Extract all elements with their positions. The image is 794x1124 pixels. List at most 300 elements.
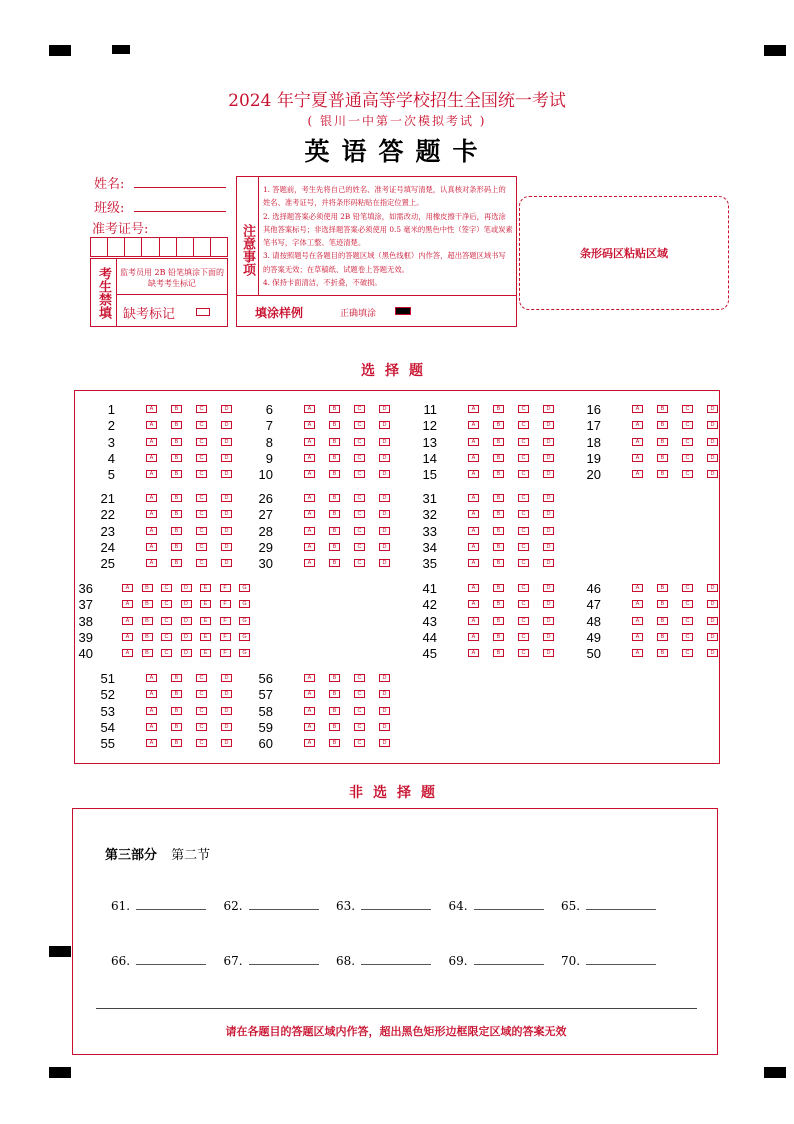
part-label: 第三部分 xyxy=(105,848,158,863)
answer-bubble-a[interactable]: A xyxy=(304,707,315,715)
answer-bubble-c[interactable]: C xyxy=(518,633,529,641)
answer-bubble-b[interactable]: B xyxy=(171,690,182,698)
answer-bubble-b[interactable]: B xyxy=(493,584,504,592)
answer-bubble-a[interactable]: A xyxy=(632,438,643,446)
answer-bubble-a[interactable]: A xyxy=(468,527,479,535)
answer-bubble-f[interactable]: F xyxy=(220,584,231,592)
answer-bubble-a[interactable]: A xyxy=(632,405,643,413)
answer-bubble-b[interactable]: B xyxy=(493,600,504,608)
answer-bubble-b[interactable]: B xyxy=(142,633,153,641)
class-field[interactable] xyxy=(134,211,226,212)
answer-bubble-a[interactable]: A xyxy=(146,494,157,502)
answer-bubble-a[interactable]: A xyxy=(122,584,133,592)
answer-bubble-a[interactable]: A xyxy=(468,649,479,657)
answer-bubble-c[interactable]: C xyxy=(354,438,365,446)
answer-bubble-d[interactable]: D xyxy=(543,600,554,608)
answer-bubble-b[interactable]: B xyxy=(329,739,340,747)
answer-bubble-b[interactable]: B xyxy=(171,543,182,551)
answer-bubble-c[interactable]: C xyxy=(196,470,207,478)
answer-bubble-c[interactable]: C xyxy=(196,543,207,551)
answer-bubble-b[interactable]: B xyxy=(329,543,340,551)
answer-bubble-b[interactable]: B xyxy=(329,723,340,731)
answer-bubble-d[interactable]: D xyxy=(379,723,390,731)
answer-bubble-a[interactable]: A xyxy=(304,470,315,478)
name-field[interactable] xyxy=(134,187,226,188)
answer-bubble-a[interactable]: A xyxy=(146,723,157,731)
answer-bubble-c[interactable]: C xyxy=(518,438,529,446)
fill-question-number: 67. xyxy=(223,954,243,968)
answer-bubble-d[interactable]: D xyxy=(221,707,232,715)
answer-bubble-c[interactable]: C xyxy=(161,633,172,641)
answer-bubble-c[interactable]: C xyxy=(196,690,207,698)
answer-bubble-b[interactable]: B xyxy=(171,470,182,478)
answer-bubble-c[interactable]: C xyxy=(682,405,693,413)
answer-bubble-a[interactable]: A xyxy=(304,454,315,462)
answer-bubble-b[interactable]: B xyxy=(493,470,504,478)
answer-blank[interactable] xyxy=(361,900,431,910)
answer-bubble-c[interactable]: C xyxy=(518,649,529,657)
answer-bubble-a[interactable]: A xyxy=(468,543,479,551)
answer-bubble-e[interactable]: E xyxy=(200,633,211,641)
answer-bubble-d[interactable]: D xyxy=(707,470,718,478)
answer-bubble-c[interactable]: C xyxy=(682,649,693,657)
notice-vertical-label: 注意事项 xyxy=(237,177,259,295)
answer-bubble-b[interactable]: B xyxy=(493,527,504,535)
section-label: 第二节 xyxy=(171,848,211,863)
answer-bubble-c[interactable]: C xyxy=(354,421,365,429)
answer-bubble-b[interactable]: B xyxy=(171,438,182,446)
fill-question-number: 69. xyxy=(448,954,468,968)
answer-bubble-c[interactable]: C xyxy=(354,739,365,747)
answer-bubble-b[interactable]: B xyxy=(493,510,504,518)
answer-bubble-b[interactable]: B xyxy=(657,600,668,608)
answer-bubble-b[interactable]: B xyxy=(142,600,153,608)
answer-bubble-d[interactable]: D xyxy=(221,690,232,698)
answer-bubble-d[interactable]: D xyxy=(707,617,718,625)
answer-bubble-b[interactable]: B xyxy=(493,559,504,567)
fill-question xyxy=(111,954,206,968)
answer-bubble-a[interactable]: A xyxy=(146,739,157,747)
answer-bubble-d[interactable]: D xyxy=(707,649,718,657)
fill-question-number: 70. xyxy=(561,954,581,968)
answer-bubble-f[interactable]: F xyxy=(220,617,231,625)
answer-bubble-c[interactable]: C xyxy=(196,723,207,731)
answer-bubble-a[interactable]: A xyxy=(632,617,643,625)
answer-bubble-b[interactable]: B xyxy=(493,617,504,625)
answer-bubble-a[interactable]: A xyxy=(122,600,133,608)
answer-bubble-d[interactable]: D xyxy=(379,470,390,478)
answer-bubble-c[interactable]: C xyxy=(354,543,365,551)
answer-blank[interactable] xyxy=(249,955,319,965)
question-number: 12 xyxy=(422,418,437,434)
answer-bubble-b[interactable]: B xyxy=(171,527,182,535)
answer-bubble-b[interactable]: B xyxy=(329,470,340,478)
answer-bubble-c[interactable]: C xyxy=(518,617,529,625)
answer-bubble-c[interactable]: C xyxy=(518,600,529,608)
answer-bubble-a[interactable]: A xyxy=(468,438,479,446)
answer-bubble-a[interactable]: A xyxy=(146,510,157,518)
answer-bubble-b[interactable]: B xyxy=(329,454,340,462)
absent-checkbox[interactable] xyxy=(196,308,210,316)
answer-bubble-c[interactable]: C xyxy=(354,454,365,462)
answer-bubble-a[interactable]: A xyxy=(122,633,133,641)
answer-bubble-c[interactable]: C xyxy=(518,421,529,429)
answer-bubble-d[interactable]: D xyxy=(707,438,718,446)
answer-bubble-c[interactable]: C xyxy=(196,674,207,682)
answer-bubble-b[interactable]: B xyxy=(657,438,668,446)
barcode-label: 条形码区粘贴区域 xyxy=(580,247,668,260)
answer-bubble-b[interactable]: B xyxy=(657,421,668,429)
mc-section-title: 选择题 xyxy=(361,363,433,379)
answer-bubble-a[interactable]: A xyxy=(146,470,157,478)
answer-bubble-d[interactable]: D xyxy=(543,454,554,462)
answer-bubble-b[interactable]: B xyxy=(657,405,668,413)
question-number: 45 xyxy=(422,646,437,662)
answer-bubble-a[interactable]: A xyxy=(304,510,315,518)
question-number: 47 xyxy=(586,597,601,613)
answer-bubble-b[interactable]: B xyxy=(142,617,153,625)
answer-bubble-a[interactable]: A xyxy=(468,470,479,478)
answer-bubble-a[interactable]: A xyxy=(304,543,315,551)
answer-bubble-d[interactable]: D xyxy=(379,454,390,462)
answer-bubble-b[interactable]: B xyxy=(171,739,182,747)
answer-bubble-c[interactable]: C xyxy=(682,438,693,446)
answer-bubble-b[interactable]: B xyxy=(171,510,182,518)
answer-bubble-b[interactable]: B xyxy=(171,454,182,462)
answer-bubble-d[interactable]: D xyxy=(543,633,554,641)
answer-bubble-f[interactable]: F xyxy=(220,600,231,608)
answer-blank[interactable] xyxy=(586,900,656,910)
answer-bubble-c[interactable]: C xyxy=(161,649,172,657)
answer-bubble-d[interactable]: D xyxy=(221,723,232,731)
answer-bubble-d[interactable]: D xyxy=(221,510,232,518)
answer-bubble-g[interactable]: G xyxy=(239,617,250,625)
answer-bubble-a[interactable]: A xyxy=(304,405,315,413)
answer-bubble-a[interactable]: A xyxy=(304,438,315,446)
answer-bubble-a[interactable]: A xyxy=(146,559,157,567)
answer-bubble-d[interactable]: D xyxy=(543,438,554,446)
answer-bubble-d[interactable]: D xyxy=(707,633,718,641)
answer-bubble-d[interactable]: D xyxy=(181,633,192,641)
answer-bubble-d[interactable]: D xyxy=(221,438,232,446)
answer-bubble-b[interactable]: B xyxy=(657,470,668,478)
answer-bubble-d[interactable]: D xyxy=(543,405,554,413)
answer-bubble-b[interactable]: B xyxy=(171,559,182,567)
answer-bubble-c[interactable]: C xyxy=(518,494,529,502)
answer-bubble-c[interactable]: C xyxy=(354,510,365,518)
answer-bubble-b[interactable]: B xyxy=(493,633,504,641)
answer-bubble-d[interactable]: D xyxy=(543,494,554,502)
answer-bubble-b[interactable]: B xyxy=(493,454,504,462)
answer-bubble-a[interactable]: A xyxy=(146,454,157,462)
question-number: 9 xyxy=(265,450,273,466)
answer-bubble-d[interactable]: D xyxy=(181,649,192,657)
answer-bubble-b[interactable]: B xyxy=(171,723,182,731)
answer-bubble-c[interactable]: C xyxy=(354,559,365,567)
answer-bubble-d[interactable]: D xyxy=(221,421,232,429)
answer-bubble-a[interactable]: A xyxy=(632,633,643,641)
answer-bubble-d[interactable]: D xyxy=(543,421,554,429)
answer-bubble-d[interactable]: D xyxy=(221,543,232,551)
answer-bubble-a[interactable]: A xyxy=(632,421,643,429)
question-number: 30 xyxy=(258,556,273,572)
answer-bubble-d[interactable]: D xyxy=(707,584,718,592)
answer-bubble-c[interactable]: C xyxy=(354,674,365,682)
answer-bubble-a[interactable]: A xyxy=(304,723,315,731)
answer-bubble-c[interactable]: C xyxy=(196,707,207,715)
answer-bubble-a[interactable]: A xyxy=(632,649,643,657)
answer-bubble-b[interactable]: B xyxy=(493,421,504,429)
answer-bubble-b[interactable]: B xyxy=(657,649,668,657)
answer-bubble-c[interactable]: C xyxy=(518,470,529,478)
answer-bubble-b[interactable]: B xyxy=(493,543,504,551)
question-number: 17 xyxy=(586,418,601,434)
answer-bubble-a[interactable]: A xyxy=(468,559,479,567)
answer-bubble-b[interactable]: B xyxy=(329,510,340,518)
answer-bubble-e[interactable]: E xyxy=(200,649,211,657)
answer-bubble-b[interactable]: B xyxy=(329,405,340,413)
answer-bubble-a[interactable]: A xyxy=(304,559,315,567)
answer-bubble-c[interactable]: C xyxy=(682,617,693,625)
answer-bubble-a[interactable]: A xyxy=(632,470,643,478)
answer-bubble-a[interactable]: A xyxy=(468,405,479,413)
answer-bubble-b[interactable]: B xyxy=(171,494,182,502)
answer-blank[interactable] xyxy=(586,955,656,965)
answer-bubble-b[interactable]: B xyxy=(329,559,340,567)
answer-bubble-a[interactable]: A xyxy=(468,454,479,462)
answer-bubble-d[interactable]: D xyxy=(181,584,192,592)
answer-bubble-a[interactable]: A xyxy=(304,674,315,682)
answer-bubble-f[interactable]: F xyxy=(220,649,231,657)
question-number: 31 xyxy=(422,491,437,506)
answer-bubble-d[interactable]: D xyxy=(379,527,390,535)
answer-bubble-d[interactable]: D xyxy=(379,674,390,682)
question-number: 54 xyxy=(100,719,115,735)
answer-bubble-d[interactable]: D xyxy=(379,510,390,518)
answer-bubble-b[interactable]: B xyxy=(329,707,340,715)
answer-bubble-c[interactable]: C xyxy=(682,454,693,462)
answer-blank[interactable] xyxy=(474,955,544,965)
answer-bubble-b[interactable]: B xyxy=(493,405,504,413)
answer-bubble-b[interactable]: B xyxy=(493,438,504,446)
fill-question-number: 68. xyxy=(336,954,356,968)
answer-blank[interactable] xyxy=(136,900,206,910)
footer-warning: 请在各题目的答题区域内作答，超出黑色矩形边框限定区域的答案无效 xyxy=(225,1025,567,1038)
answer-bubble-c[interactable]: C xyxy=(196,438,207,446)
answer-bubble-g[interactable]: G xyxy=(239,649,250,657)
answer-bubble-a[interactable]: A xyxy=(122,617,133,625)
answer-bubble-c[interactable]: C xyxy=(518,527,529,535)
answer-bubble-a[interactable]: A xyxy=(468,494,479,502)
answer-bubble-c[interactable]: C xyxy=(161,617,172,625)
question-number: 50 xyxy=(586,646,601,662)
answer-bubble-d[interactable]: D xyxy=(221,454,232,462)
answer-blank[interactable] xyxy=(474,900,544,910)
fill-question-number: 65. xyxy=(561,899,581,913)
answer-bubble-a[interactable]: A xyxy=(146,707,157,715)
registration-mark xyxy=(49,1067,71,1078)
answer-bubble-c[interactable]: C xyxy=(161,584,172,592)
answer-bubble-b[interactable]: B xyxy=(329,438,340,446)
answer-bubble-a[interactable]: A xyxy=(146,405,157,413)
answer-bubble-d[interactable]: D xyxy=(707,405,718,413)
answer-bubble-a[interactable]: A xyxy=(304,421,315,429)
answer-bubble-b[interactable]: B xyxy=(142,649,153,657)
answer-bubble-d[interactable]: D xyxy=(379,690,390,698)
answer-bubble-e[interactable]: E xyxy=(200,600,211,608)
answer-bubble-b[interactable]: B xyxy=(493,494,504,502)
answer-bubble-c[interactable]: C xyxy=(682,421,693,429)
answer-bubble-c[interactable]: C xyxy=(354,527,365,535)
answer-bubble-d[interactable]: D xyxy=(221,674,232,682)
answer-bubble-c[interactable]: C xyxy=(196,454,207,462)
answer-bubble-c[interactable]: C xyxy=(682,470,693,478)
answer-bubble-a[interactable]: A xyxy=(304,739,315,747)
answer-bubble-b[interactable]: B xyxy=(657,584,668,592)
answer-blank[interactable] xyxy=(249,900,319,910)
answer-bubble-b[interactable]: B xyxy=(329,421,340,429)
answer-bubble-c[interactable]: C xyxy=(196,559,207,567)
answer-bubble-d[interactable]: D xyxy=(543,543,554,551)
answer-bubble-d[interactable]: D xyxy=(221,527,232,535)
answer-bubble-c[interactable]: C xyxy=(196,405,207,413)
answer-bubble-c[interactable]: C xyxy=(518,454,529,462)
answer-bubble-a[interactable]: A xyxy=(304,527,315,535)
answer-bubble-d[interactable]: D xyxy=(543,527,554,535)
answer-bubble-c[interactable]: C xyxy=(682,600,693,608)
question-number: 2 xyxy=(107,418,115,434)
answer-bubble-c[interactable]: C xyxy=(682,584,693,592)
id-number-grid[interactable] xyxy=(90,237,228,257)
question-number: 7 xyxy=(265,418,273,434)
answer-bubble-d[interactable]: D xyxy=(379,438,390,446)
answer-bubble-d[interactable]: D xyxy=(543,584,554,592)
answer-bubble-b[interactable]: B xyxy=(171,707,182,715)
answer-bubble-d[interactable]: D xyxy=(379,421,390,429)
answer-bubble-c[interactable]: C xyxy=(518,543,529,551)
answer-bubble-c[interactable]: C xyxy=(196,421,207,429)
answer-bubble-b[interactable]: B xyxy=(142,584,153,592)
answer-bubble-d[interactable]: D xyxy=(181,617,192,625)
answer-bubble-a[interactable]: A xyxy=(146,438,157,446)
answer-bubble-c[interactable]: C xyxy=(518,510,529,518)
question-number: 55 xyxy=(100,736,115,752)
answer-bubble-a[interactable]: A xyxy=(468,600,479,608)
answer-bubble-a[interactable]: A xyxy=(146,674,157,682)
answer-bubble-a[interactable]: A xyxy=(632,584,643,592)
answer-bubble-a[interactable]: A xyxy=(146,690,157,698)
answer-bubble-d[interactable]: D xyxy=(543,559,554,567)
answer-bubble-d[interactable]: D xyxy=(707,600,718,608)
answer-bubble-d[interactable]: D xyxy=(221,739,232,747)
answer-bubble-d[interactable]: D xyxy=(543,617,554,625)
answer-bubble-e[interactable]: E xyxy=(200,584,211,592)
answer-bubble-a[interactable]: A xyxy=(632,454,643,462)
answer-bubble-a[interactable]: A xyxy=(122,649,133,657)
answer-bubble-c[interactable]: C xyxy=(354,707,365,715)
answer-bubble-g[interactable]: G xyxy=(239,600,250,608)
answer-bubble-a[interactable]: A xyxy=(468,617,479,625)
answer-bubble-b[interactable]: B xyxy=(171,674,182,682)
answer-bubble-c[interactable]: C xyxy=(196,739,207,747)
answer-bubble-d[interactable]: D xyxy=(221,559,232,567)
answer-bubble-a[interactable]: A xyxy=(468,633,479,641)
answer-bubble-d[interactable]: D xyxy=(379,405,390,413)
answer-bubble-f[interactable]: F xyxy=(220,633,231,641)
answer-bubble-c[interactable]: C xyxy=(354,494,365,502)
fill-question-number: 61. xyxy=(111,899,131,913)
answer-bubble-d[interactable]: D xyxy=(379,707,390,715)
answer-bubble-c[interactable]: C xyxy=(518,559,529,567)
answer-bubble-d[interactable]: D xyxy=(221,494,232,502)
answer-bubble-a[interactable]: A xyxy=(146,543,157,551)
answer-bubble-b[interactable]: B xyxy=(171,421,182,429)
answer-bubble-b[interactable]: B xyxy=(657,633,668,641)
answer-bubble-a[interactable]: A xyxy=(304,690,315,698)
answer-bubble-a[interactable]: A xyxy=(632,600,643,608)
answer-bubble-d[interactable]: D xyxy=(221,405,232,413)
answer-bubble-c[interactable]: C xyxy=(354,723,365,731)
answer-bubble-a[interactable]: A xyxy=(468,421,479,429)
answer-bubble-b[interactable]: B xyxy=(329,494,340,502)
answer-bubble-d[interactable]: D xyxy=(543,649,554,657)
answer-blank[interactable] xyxy=(136,955,206,965)
answer-bubble-d[interactable]: D xyxy=(379,494,390,502)
answer-bubble-b[interactable]: B xyxy=(657,454,668,462)
answer-bubble-b[interactable]: B xyxy=(329,690,340,698)
answer-bubble-e[interactable]: E xyxy=(200,617,211,625)
answer-bubble-d[interactable]: D xyxy=(707,454,718,462)
question-number: 18 xyxy=(586,434,601,450)
answer-bubble-d[interactable]: D xyxy=(707,421,718,429)
answer-bubble-c[interactable]: C xyxy=(196,510,207,518)
answer-bubble-a[interactable]: A xyxy=(468,510,479,518)
question-number: 33 xyxy=(422,523,437,539)
answer-bubble-b[interactable]: B xyxy=(171,405,182,413)
answer-bubble-d[interactable]: D xyxy=(543,470,554,478)
question-number: 59 xyxy=(258,719,273,735)
answer-bubble-c[interactable]: C xyxy=(518,405,529,413)
answer-bubble-c[interactable]: C xyxy=(161,600,172,608)
answer-bubble-c[interactable]: C xyxy=(196,494,207,502)
answer-blank[interactable] xyxy=(361,955,431,965)
answer-bubble-b[interactable]: B xyxy=(329,674,340,682)
question-number: 26 xyxy=(258,491,273,506)
answer-bubble-c[interactable]: C xyxy=(354,690,365,698)
answer-bubble-a[interactable]: A xyxy=(146,421,157,429)
answer-bubble-c[interactable]: C xyxy=(518,584,529,592)
answer-bubble-d[interactable]: D xyxy=(379,543,390,551)
answer-bubble-c[interactable]: C xyxy=(682,633,693,641)
answer-bubble-b[interactable]: B xyxy=(329,527,340,535)
answer-bubble-a[interactable]: A xyxy=(146,527,157,535)
answer-bubble-c[interactable]: C xyxy=(354,405,365,413)
answer-bubble-d[interactable]: D xyxy=(181,600,192,608)
answer-bubble-d[interactable]: D xyxy=(543,510,554,518)
answer-bubble-a[interactable]: A xyxy=(468,584,479,592)
answer-bubble-d[interactable]: D xyxy=(379,739,390,747)
answer-bubble-c[interactable]: C xyxy=(354,470,365,478)
answer-bubble-b[interactable]: B xyxy=(493,649,504,657)
answer-bubble-g[interactable]: G xyxy=(239,633,250,641)
answer-bubble-d[interactable]: D xyxy=(221,470,232,478)
answer-bubble-c[interactable]: C xyxy=(196,527,207,535)
answer-bubble-a[interactable]: A xyxy=(304,494,315,502)
answer-bubble-d[interactable]: D xyxy=(379,559,390,567)
answer-bubble-g[interactable]: G xyxy=(239,584,250,592)
question-number: 15 xyxy=(422,467,437,483)
answer-bubble-b[interactable]: B xyxy=(657,617,668,625)
